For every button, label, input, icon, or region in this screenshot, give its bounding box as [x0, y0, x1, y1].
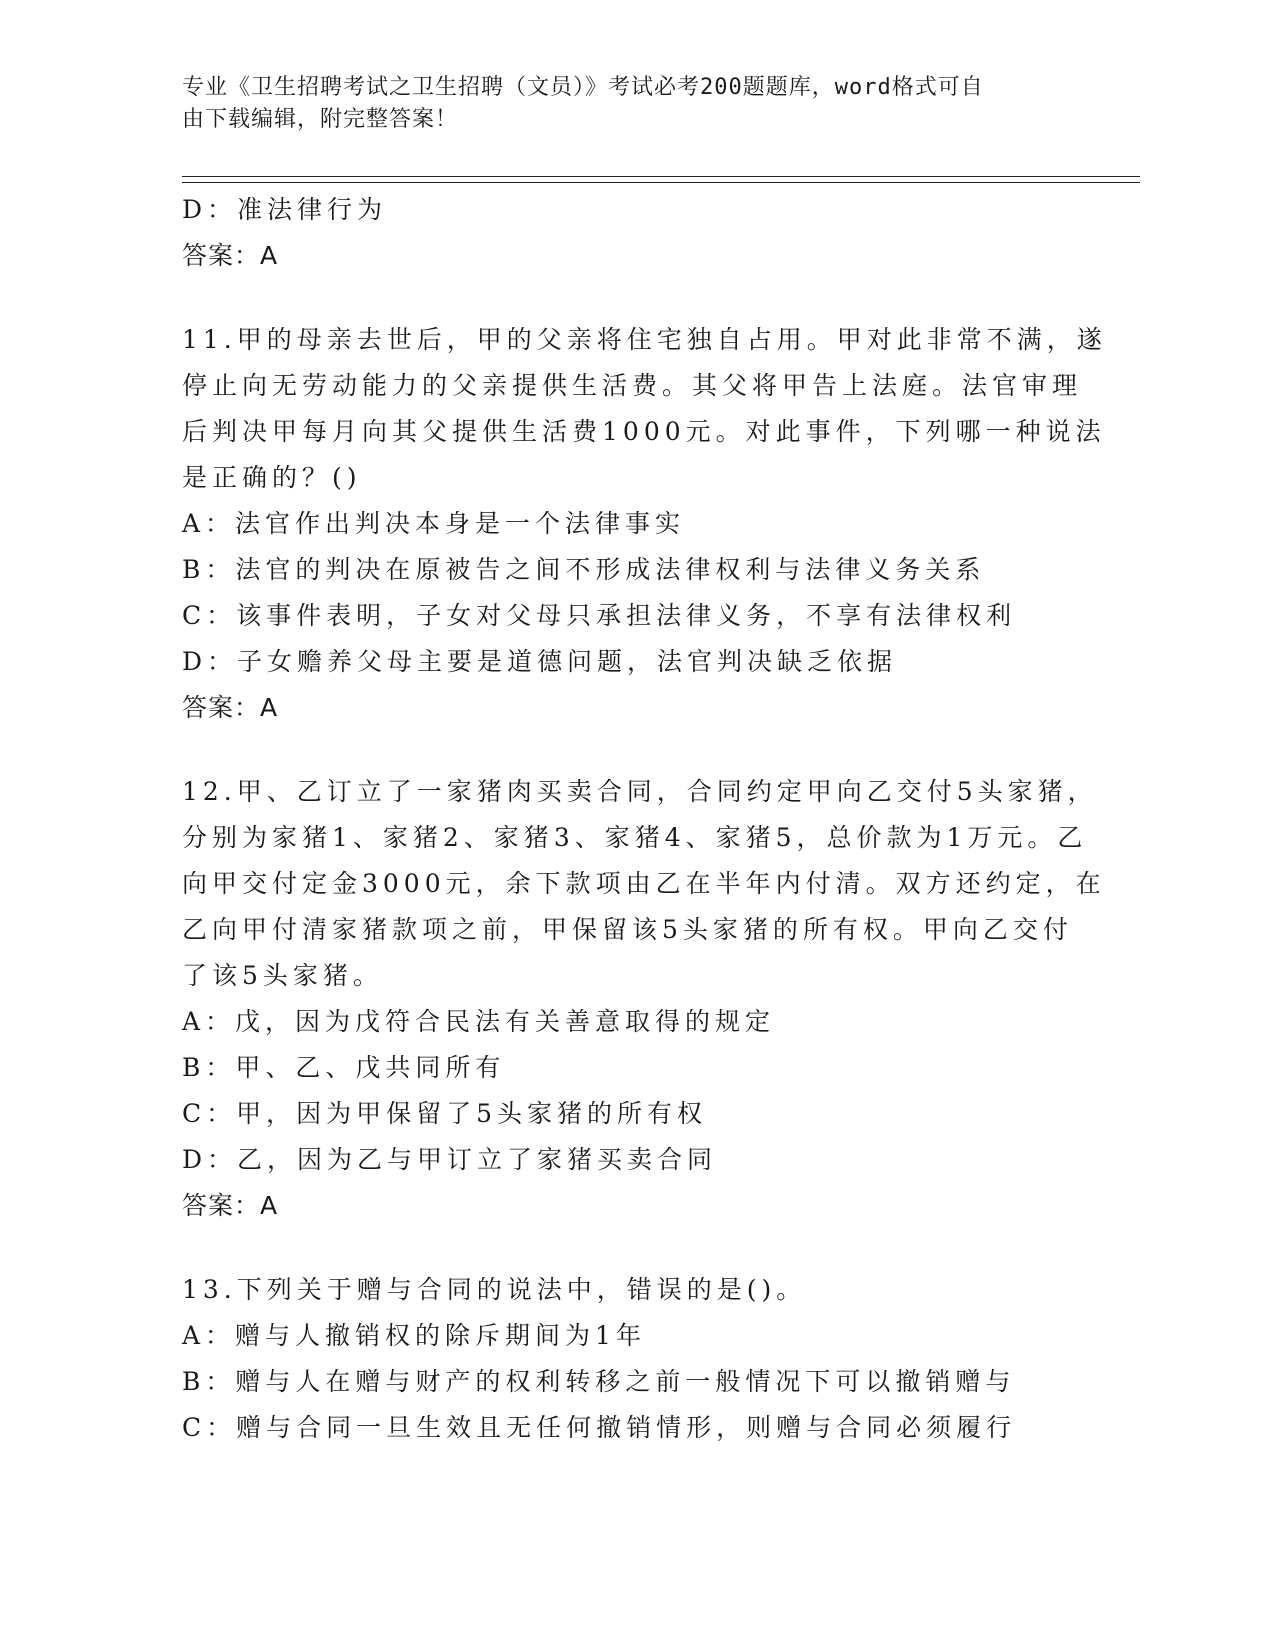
- option-a: A：戊，因为戊符合民法有关善意取得的规定: [182, 1007, 776, 1036]
- option-c: C：赠与合同一旦生效且无任何撤销情形，则赠与合同必须履行: [182, 1413, 1017, 1442]
- document-header: [182, 72, 1082, 136]
- question-text-line: 了该5头家猪。: [182, 961, 383, 990]
- option-d: D：乙，因为乙与甲订立了家猪买卖合同: [182, 1145, 718, 1174]
- header-line-2: 由下载编辑，附完整答案！: [182, 107, 459, 132]
- option-d: D：子女赡养父母主要是道德问题，法官判决缺乏依据: [182, 647, 898, 676]
- question-text-line: 乙向甲付清家猪款项之前，甲保留该5头家猪的所有权。甲向乙交付: [182, 915, 1073, 944]
- answer-line: 答案：A: [182, 1191, 279, 1220]
- question-text-line: 12.甲、乙订立了一家猪肉买卖合同，合同约定甲向乙交付5头家猪，: [182, 777, 1098, 806]
- question-text-line: 13.下列关于赠与合同的说法中，错误的是()。: [182, 1275, 807, 1304]
- document-body: [182, 187, 1107, 1451]
- answer-line: 答案：A: [182, 241, 279, 270]
- option-b: B：赠与人在赠与财产的权利转移之前一般情况下可以撤销赠与: [182, 1367, 1016, 1396]
- header-rule-bottom: [182, 182, 1140, 183]
- option-a: A：法官作出判决本身是一个法律事实: [182, 509, 686, 538]
- option-a: A：赠与人撤销权的除斥期间为1年: [182, 1321, 646, 1350]
- question-text-line: 停止向无劳动能力的父亲提供生活费。其父将甲告上法庭。法官审理: [182, 371, 1083, 400]
- option-c: C：甲，因为甲保留了5头家猪的所有权: [182, 1099, 708, 1128]
- question-text-line: 11.甲的母亲去世后，甲的父亲将住宅独自占用。甲对此非常不满，遂: [182, 325, 1107, 354]
- question-13: [182, 1267, 1082, 1451]
- option-d: D：准法律行为: [182, 195, 388, 224]
- question-12: [182, 769, 1106, 1229]
- question-text-line: 后判决甲每月向其父提供生活费1000元。对此事件，下列哪一种说法: [182, 417, 1106, 446]
- option-b: B：法官的判决在原被告之间不形成法律权利与法律义务关系: [182, 555, 986, 584]
- question-text-line: 分别为家猪1、家猪2、家猪3、家猪4、家猪5，总价款为1万元。乙: [182, 823, 1088, 852]
- answer-line: 答案：A: [182, 693, 279, 722]
- question-text-line: 是正确的？(): [182, 463, 362, 492]
- option-b: B：甲、乙、戊共同所有: [182, 1053, 506, 1082]
- option-c: C：该事件表明，子女对父母只承担法律义务，不享有法律权利: [182, 601, 1017, 630]
- header-rule-top: [182, 176, 1140, 177]
- question-11: [182, 317, 1107, 731]
- question-text-line: 向甲交付定金3000元，余下款项由乙在半年内付清。双方还约定，在: [182, 869, 1106, 898]
- header-line-1: 专业《卫生招聘考试之卫生招聘（文员）》考试必考200题题库，word格式可自: [182, 75, 984, 100]
